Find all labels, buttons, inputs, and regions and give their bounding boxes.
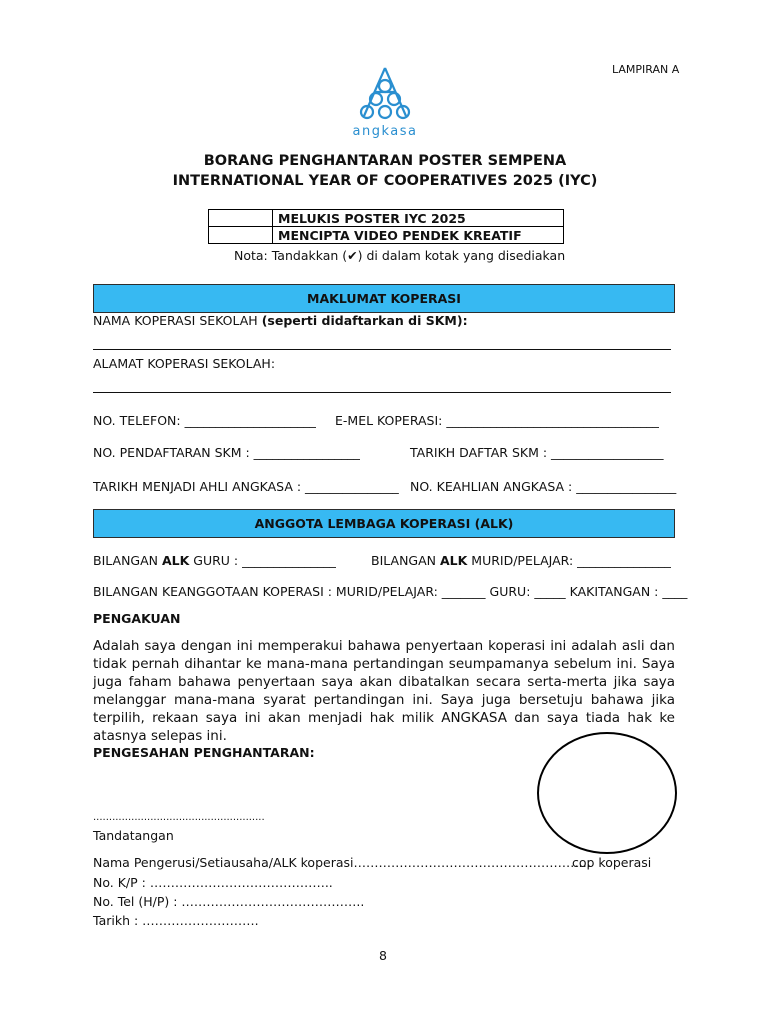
alamat-koperasi-label: ALAMAT KOPERASI SEKOLAH: [93,356,276,371]
signature-line[interactable]: ...................................................... [93,812,265,823]
angkasa-logo [345,66,425,140]
category-checkbox[interactable] [209,210,273,227]
nama-koperasi-label: NAMA KOPERASI SEKOLAH (seperti didaftarkan di SKM): [93,313,468,328]
category-label: MENCIPTA VIDEO PENDEK KREATIF [273,227,564,244]
tarikh-ahli-angkasa-field[interactable]: TARIKH MENJADI AHLI ANGKASA : _______________ [93,479,399,494]
nama-koperasi-field[interactable] [93,349,671,350]
alamat-koperasi-field[interactable] [93,392,671,393]
no-tel-field[interactable]: No. Tel (H/P) : …………………………………….. [93,894,365,909]
no-kp-field[interactable]: No. K/P : …………………………………….. [93,875,333,890]
bilangan-alk-murid-field[interactable]: BILANGAN ALK MURID/PELAJAR: _______________ [371,553,671,568]
no-pendaftaran-skm-field[interactable]: NO. PENDAFTARAN SKM : _________________ [93,445,360,460]
lampiran-label: LAMPIRAN A [612,63,680,76]
page-number: 8 [379,948,387,963]
section-heading-maklumat: MAKLUMAT KOPERASI [93,284,675,313]
no-keahlian-angkasa-field[interactable]: NO. KEAHLIAN ANGKASA : ________________ [410,479,677,494]
nama-pengerusi-field[interactable]: Nama Pengerusi/Setiausaha/ALK koperasi………………………………………………… [93,855,591,870]
tandatangan-label: Tandatangan [93,828,174,843]
section-heading-alk: ANGGOTA LEMBAGA KOPERASI (ALK) [93,509,675,538]
category-label: MELUKIS POSTER IYC 2025 [273,210,564,227]
svg-text:angkasa: angkasa [352,124,418,139]
pengesahan-heading: PENGESAHAN PENGHANTARAN: [93,745,315,760]
tarikh-field[interactable]: Tarikh : ………………………. [93,913,259,928]
nota-note: Nota: Tandakkan (✔) di dalam kotak yang disediakan [234,248,566,263]
bilangan-keanggotaan-field[interactable]: BILANGAN KEANGGOTAAN KOPERASI : MURID/PELAJAR: _______ GURU: _____ KAKITANGAN : ____ [93,584,688,599]
pengakuan-heading: PENGAKUAN [93,611,181,626]
category-row [209,210,564,227]
cop-koperasi-label: cop koperasi [572,855,652,870]
emel-field[interactable]: E-MEL KOPERASI: __________________________________ [335,413,659,428]
form-title-line-1: BORANG PENGHANTARAN POSTER SEMPENA [203,153,567,169]
cop-koperasi-stamp-area [537,732,677,854]
telefon-field[interactable]: NO. TELEFON: _____________________ [93,413,316,428]
category-row [209,227,564,244]
tarikh-daftar-skm-field[interactable]: TARIKH DAFTAR SKM : __________________ [410,445,664,460]
category-checkbox-table [208,209,564,244]
bilangan-alk-guru-field[interactable]: BILANGAN ALK GURU : _______________ [93,553,336,568]
form-title-line-2: INTERNATIONAL YEAR OF COOPERATIVES 2025 (IYC) [172,173,598,189]
category-checkbox[interactable] [209,227,273,244]
pengakuan-paragraph: Adalah saya dengan ini memperakui bahawa penyertaan koperasi ini adalah asli dan tidak pernah dihantar ke mana-mana pertandingan seumpamanya sebelum ini. Saya juga faham bahawa penyertaan saya akan dibatalkan secara serta-merta jika saya melanggar mana-mana syarat pertandingan ini. Saya juga bersetuju bahawa jika terpilih, rekaan saya ini akan menjadi hak milik ANGKASA dan saya tiada hak ke atasnya selepas ini. [93,638,675,744]
